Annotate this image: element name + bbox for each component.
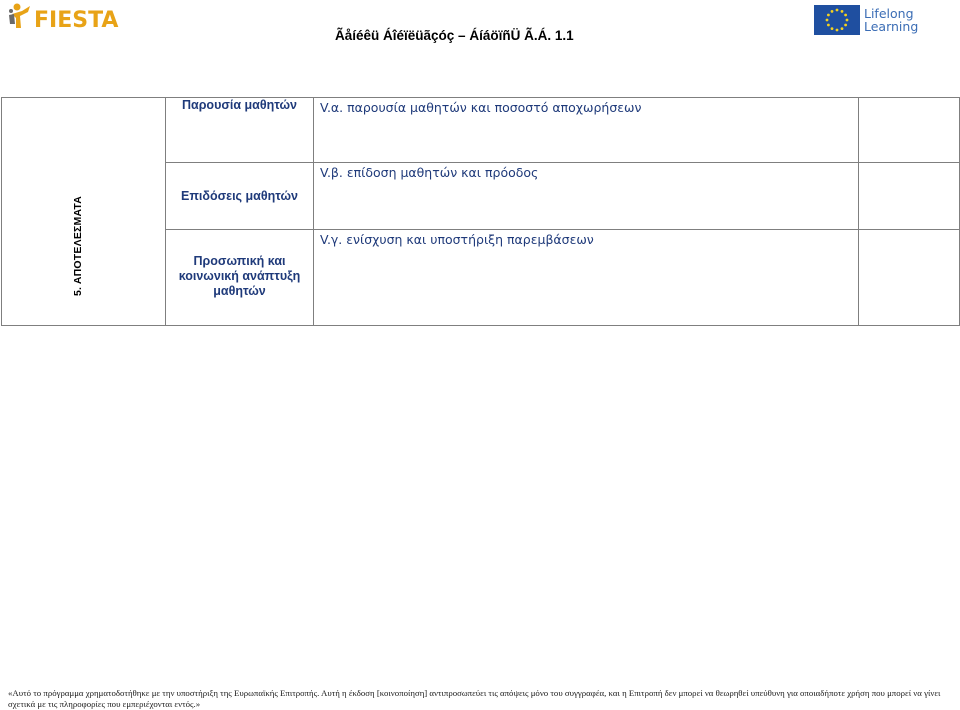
page-title: Ãåíéêü Áîéïëüãçóç – ÁíáöïñÜ Ã.Á. 1.1 — [335, 28, 574, 43]
eu-flag-icon — [814, 5, 860, 35]
programme-line-2: Learning — [864, 19, 919, 34]
fiesta-figure-icon — [8, 2, 34, 32]
row-label: Επιδόσεις μαθητών — [166, 163, 314, 230]
logo-text: FIESTA — [34, 8, 119, 33]
table-row — [2, 98, 960, 163]
empty-cell — [859, 230, 960, 326]
section-cell — [2, 98, 166, 326]
row-label: Προσωπική και κοινωνική ανάπτυξη μαθητών — [166, 230, 314, 326]
row-label: Παρουσία μαθητών — [166, 98, 314, 163]
fiesta-logo — [8, 2, 118, 38]
programme-name — [864, 7, 918, 33]
section-label: 5. ΑΠΟΤΕΛΕΣΜΑΤΑ — [72, 195, 84, 297]
row-content: V.γ. ενίσχυση και υποστήριξη παρεμβάσεων — [314, 230, 859, 326]
row-content: V.α. παρουσία μαθητών και ποσοστό αποχωρήσεων — [314, 98, 859, 163]
row-content: V.β. επίδοση μαθητών και πρόοδος — [314, 163, 859, 230]
empty-cell — [859, 163, 960, 230]
lifelong-learning-logo — [814, 4, 924, 36]
empty-cell — [859, 98, 960, 163]
results-table — [1, 97, 960, 326]
funding-disclaimer: «Αυτό το πρόγραμμα χρηματοδοτήθηκε με την υποστήριξη της Ευρωπαϊκής Επιτροπής. Αυτή η έκδοση [κοινοποίηση] αντιπροσωπεύει τις απόψεις μόνο του συγγραφέα, και η Επιτροπή δεν μπορεί να θεωρηθεί υπεύθυνη για οποιαδήποτε χρήση που μπορεί να γίνει σχετικά με τις πληροφορίες που εμπεριέχονται εντός.» — [8, 688, 941, 709]
programme-line-1: Lifelong — [864, 6, 914, 21]
